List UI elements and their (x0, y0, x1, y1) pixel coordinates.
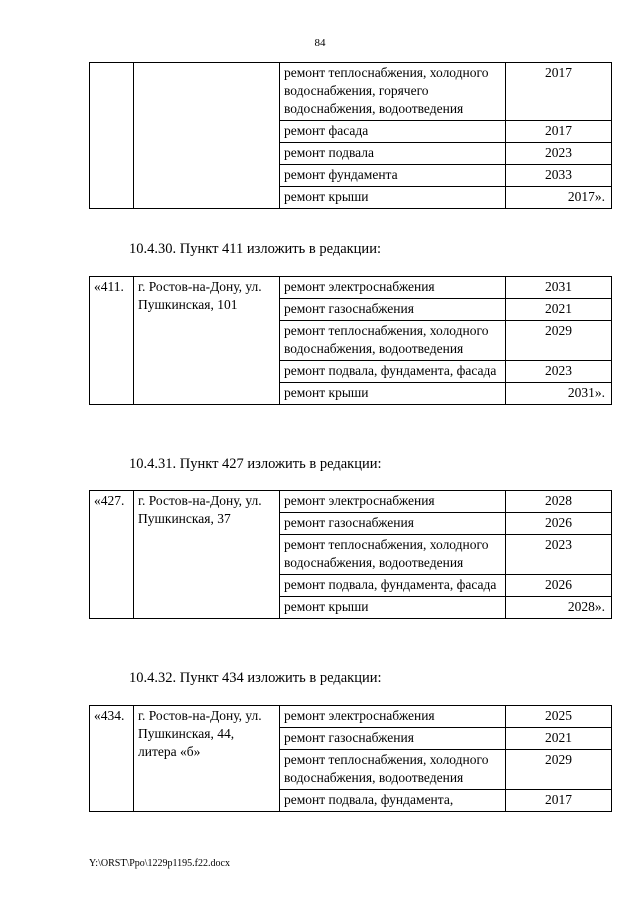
year-cell: 2017 (506, 790, 612, 812)
work-cell: ремонт подвала, фундамента, фасада (280, 361, 506, 383)
year-cell: 2021 (506, 728, 612, 750)
work-cell: ремонт теплоснабжения, холодного водоснабжения, горячего водоснабжения, водоотведения (280, 63, 506, 121)
item-address: г. Ростов-на-Дону, ул. Пушкинская, 37 (134, 491, 280, 619)
item-address: г. Ростов-на-Дону, ул. Пушкинская, 44, литера «б» (134, 706, 280, 812)
work-cell: ремонт газоснабжения (280, 728, 506, 750)
work-cell: ремонт газоснабжения (280, 513, 506, 535)
year-cell: 2025 (506, 706, 612, 728)
section-heading: 10.4.31. Пункт 427 изложить в редакции: (129, 456, 382, 472)
table-row (90, 491, 612, 513)
work-cell: ремонт теплоснабжения, холодного водоснабжения, водоотведения (280, 535, 506, 575)
work-cell: ремонт электроснабжения (280, 277, 506, 299)
year-cell: 2031 (506, 277, 612, 299)
year-cell: 2023 (506, 361, 612, 383)
year-cell: 2033 (506, 165, 612, 187)
page-number: 84 (314, 37, 326, 49)
work-cell: ремонт крыши (280, 383, 506, 405)
work-cell: ремонт крыши (280, 187, 506, 209)
year-cell: 2031». (506, 383, 612, 405)
work-cell: ремонт теплоснабжения, холодного водоснабжения, водоотведения (280, 321, 506, 361)
work-cell: ремонт подвала, фундамента, (280, 790, 506, 812)
item-number: «411. (90, 277, 134, 405)
year-cell: 2029 (506, 321, 612, 361)
year-cell: 2017 (506, 121, 612, 143)
work-cell: ремонт электроснабжения (280, 491, 506, 513)
work-cell: ремонт подвала (280, 143, 506, 165)
work-cell: ремонт крыши (280, 597, 506, 619)
year-cell: 2023 (506, 535, 612, 575)
year-cell: 2023 (506, 143, 612, 165)
item-427-table (89, 490, 612, 619)
number-cell (90, 63, 134, 209)
address-cell (134, 63, 280, 209)
work-cell: ремонт газоснабжения (280, 299, 506, 321)
continuation-table (89, 62, 612, 209)
section-heading: 10.4.32. Пункт 434 изложить в редакции: (129, 670, 382, 686)
year-cell: 2028 (506, 491, 612, 513)
table-row (90, 706, 612, 728)
work-cell: ремонт подвала, фундамента, фасада (280, 575, 506, 597)
year-cell: 2028». (506, 597, 612, 619)
year-cell: 2029 (506, 750, 612, 790)
item-number: «434. (90, 706, 134, 812)
year-cell: 2017 (506, 63, 612, 121)
table-row (90, 63, 612, 121)
work-cell: ремонт теплоснабжения, холодного водоснабжения, водоотведения (280, 750, 506, 790)
year-cell: 2017». (506, 187, 612, 209)
year-cell: 2026 (506, 575, 612, 597)
work-cell: ремонт электроснабжения (280, 706, 506, 728)
year-cell: 2021 (506, 299, 612, 321)
work-cell: ремонт фасада (280, 121, 506, 143)
table-row (90, 277, 612, 299)
footer-file-path: Y:\ORST\Ppo\1229p1195.f22.docx (89, 858, 230, 869)
item-411-table (89, 276, 612, 405)
item-address: г. Ростов-на-Дону, ул. Пушкинская, 101 (134, 277, 280, 405)
year-cell: 2026 (506, 513, 612, 535)
item-number: «427. (90, 491, 134, 619)
section-heading: 10.4.30. Пункт 411 изложить в редакции: (129, 241, 381, 257)
work-cell: ремонт фундамента (280, 165, 506, 187)
item-434-table (89, 705, 612, 812)
